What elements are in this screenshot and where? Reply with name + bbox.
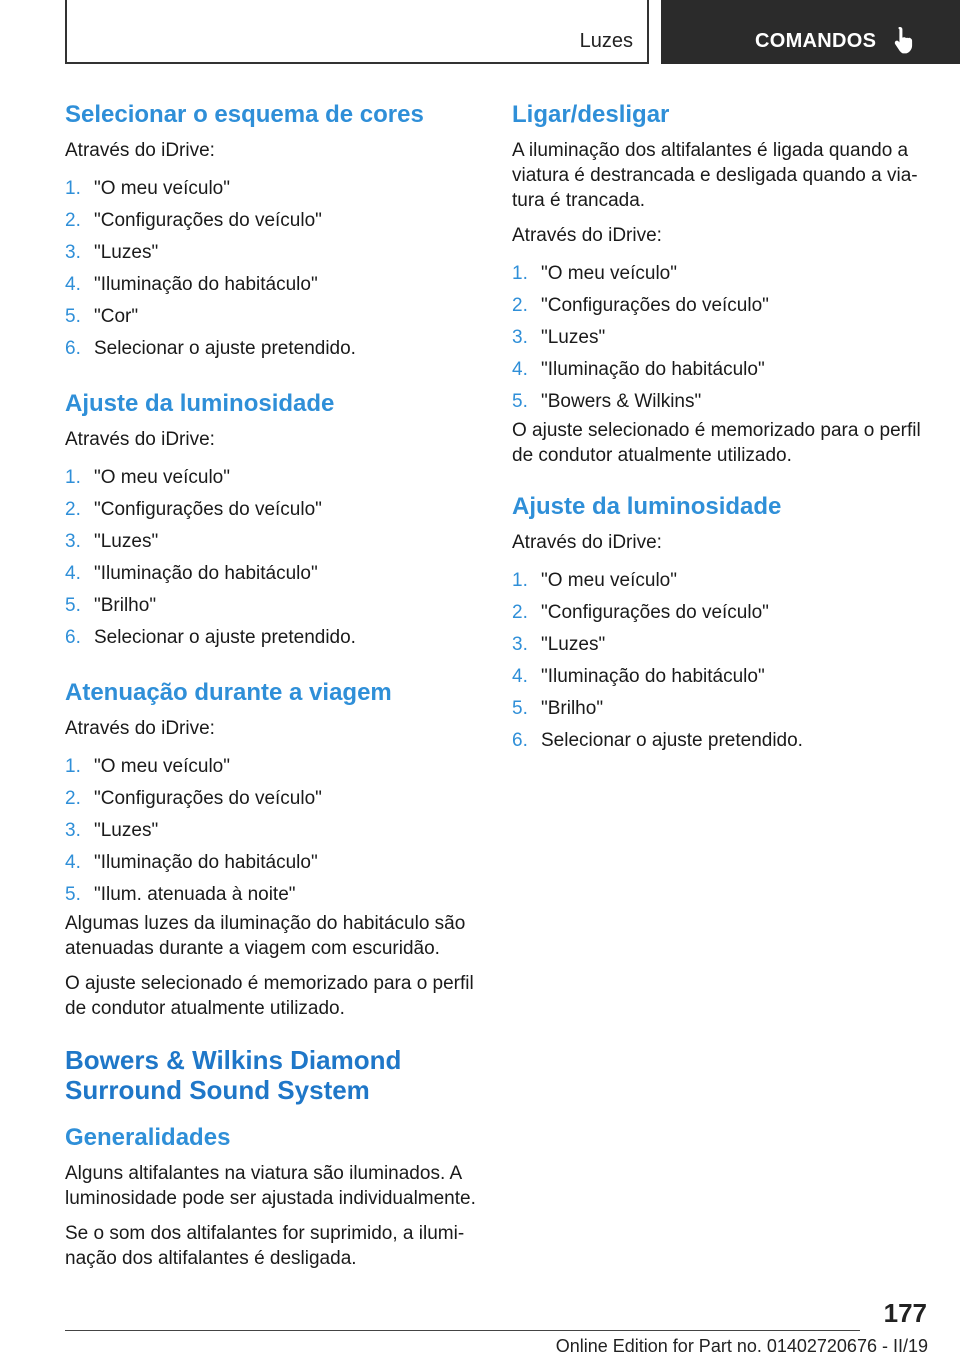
body-text: O ajuste selecionado é memorizado para o perfil de condutor atualmente utilizado. — [512, 420, 921, 466]
step-text: "Brilho" — [541, 698, 604, 719]
step-number: 6. — [65, 627, 81, 648]
step-text: "O meu veículo" — [94, 178, 230, 199]
list-item — [65, 462, 477, 494]
step-number: 2. — [65, 788, 81, 809]
step-number: 4. — [512, 666, 528, 687]
intro-text: Através do iDrive: — [512, 225, 662, 246]
left-column — [65, 100, 477, 1295]
list-item — [65, 269, 477, 301]
step-text: "Ilum. atenuada à noite" — [94, 884, 296, 905]
section-brightness-speakers — [512, 492, 927, 757]
right-column — [512, 100, 927, 781]
list-item — [65, 333, 477, 365]
section-heading: Generalidades — [65, 1124, 231, 1151]
list-item — [512, 597, 927, 629]
step-number: 1. — [65, 756, 81, 777]
step-number: 5. — [65, 306, 81, 327]
main-heading: Bowers & Wilkins Diamond Surround Sound System — [65, 1045, 402, 1105]
steps-list — [65, 462, 477, 654]
page-number: 177 — [883, 1298, 927, 1328]
step-text: Selecionar o ajuste pretendido. — [94, 627, 356, 648]
steps-list — [512, 565, 927, 757]
intro-text: Através do iDrive: — [512, 532, 662, 553]
footer-divider — [65, 1330, 860, 1331]
body-text: Algumas luzes da iluminação do habitáculo são atenuadas durante a viagem com escuridão. — [65, 913, 466, 959]
step-text: "Luzes" — [94, 531, 159, 552]
intro-text: Através do iDrive: — [65, 718, 215, 739]
step-text: "O meu veículo" — [541, 570, 677, 591]
step-number: 4. — [65, 274, 81, 295]
step-text: "Configurações do veículo" — [94, 499, 322, 520]
list-item — [65, 751, 477, 783]
steps-list — [65, 751, 477, 911]
step-text: "O meu veículo" — [94, 756, 230, 777]
step-number: 4. — [65, 563, 81, 584]
step-number: 2. — [512, 295, 528, 316]
list-item — [512, 661, 927, 693]
step-text: "Configurações do veículo" — [94, 788, 322, 809]
list-item — [65, 173, 477, 205]
step-text: Selecionar o ajuste pretendido. — [541, 730, 803, 751]
footer-edition: Online Edition for Part no. 01402720676 - II/19 — [555, 1336, 928, 1356]
list-item — [512, 565, 927, 597]
step-text: "Luzes" — [94, 820, 159, 841]
section-heading: Ajuste da luminosidade — [65, 390, 335, 417]
step-number: 1. — [65, 178, 81, 199]
step-text: "Luzes" — [541, 327, 606, 348]
step-text: "Iluminação do habitáculo" — [94, 852, 318, 873]
section-heading: Ligar/desligar — [512, 101, 670, 128]
step-text: "Iluminação do habitáculo" — [541, 666, 765, 687]
step-text: "O meu veículo" — [541, 263, 677, 284]
list-item — [65, 237, 477, 269]
step-number: 1. — [512, 570, 528, 591]
list-item — [512, 725, 927, 757]
section-general — [65, 1123, 477, 1271]
step-number: 6. — [65, 338, 81, 359]
body-text: Se o som dos altifalantes for suprimido, a iluminação dos altifalantes é desligada. — [65, 1223, 465, 1269]
section-on-off — [512, 100, 927, 468]
step-text: "Luzes" — [94, 242, 159, 263]
list-item — [65, 847, 477, 879]
step-number: 3. — [65, 242, 81, 263]
step-number: 2. — [65, 210, 81, 231]
list-item — [512, 693, 927, 725]
body-text: Alguns altifalantes na viatura são iluminados. A luminosidade pode ser ajustada individualmente. — [65, 1163, 476, 1209]
step-text: "Luzes" — [541, 634, 606, 655]
step-text: "Iluminação do habitáculo" — [94, 563, 318, 584]
step-number: 5. — [65, 884, 81, 905]
header-section-title: Luzes — [579, 30, 633, 52]
step-number: 3. — [512, 327, 528, 348]
body-text: O ajuste selecionado é memorizado para o perfil de condutor atualmente utilizado. — [65, 973, 474, 1019]
step-text: "Cor" — [94, 306, 139, 327]
section-brightness — [65, 389, 477, 654]
step-number: 6. — [512, 730, 528, 751]
list-item — [512, 290, 927, 322]
list-item — [65, 815, 477, 847]
step-number: 4. — [65, 852, 81, 873]
section-heading: Ajuste da luminosidade — [512, 493, 782, 520]
step-text: "Iluminação do habitáculo" — [94, 274, 318, 295]
pointing-hand-icon — [893, 26, 919, 54]
step-text: "Bowers & Wilkins" — [541, 391, 702, 412]
chapter-tab[interactable] — [661, 0, 960, 64]
step-text: "Brilho" — [94, 595, 157, 616]
steps-list — [65, 173, 477, 365]
list-item — [65, 590, 477, 622]
step-number: 2. — [512, 602, 528, 623]
list-item — [65, 879, 477, 911]
step-number: 5. — [512, 698, 528, 719]
step-text: Selecionar o ajuste pretendido. — [94, 338, 356, 359]
steps-list — [512, 258, 927, 418]
step-number: 3. — [65, 531, 81, 552]
list-item — [512, 258, 927, 290]
list-item — [65, 622, 477, 654]
step-number: 5. — [65, 595, 81, 616]
list-item — [65, 526, 477, 558]
section-dimming — [65, 678, 477, 1021]
list-item — [65, 494, 477, 526]
header-section-box — [65, 0, 649, 64]
list-item — [65, 301, 477, 333]
step-number: 4. — [512, 359, 528, 380]
step-number: 1. — [65, 467, 81, 488]
section-heading: Selecionar o esquema de cores — [65, 101, 424, 128]
list-item — [512, 322, 927, 354]
body-text: A iluminação dos altifalantes é ligada quando a viatura é destrancada e desligada quando a viatura é trancada. — [512, 140, 918, 211]
list-item — [512, 354, 927, 386]
list-item — [65, 205, 477, 237]
step-number: 1. — [512, 263, 528, 284]
list-item — [512, 386, 927, 418]
step-text: "O meu veículo" — [94, 467, 230, 488]
step-number: 3. — [65, 820, 81, 841]
section-color-scheme — [65, 100, 477, 365]
intro-text: Através do iDrive: — [65, 140, 215, 161]
list-item — [512, 629, 927, 661]
list-item — [65, 783, 477, 815]
step-number: 5. — [512, 391, 528, 412]
step-number: 2. — [65, 499, 81, 520]
section-heading: Atenuação durante a viagem — [65, 679, 392, 706]
step-text: "Iluminação do habitáculo" — [541, 359, 765, 380]
step-number: 3. — [512, 634, 528, 655]
list-item — [65, 558, 477, 590]
intro-text: Através do iDrive: — [65, 429, 215, 450]
chapter-tab-label: COMANDOS — [755, 30, 877, 52]
step-text: "Configurações do veículo" — [541, 602, 769, 623]
step-text: "Configurações do veículo" — [541, 295, 769, 316]
step-text: "Configurações do veículo" — [94, 210, 322, 231]
